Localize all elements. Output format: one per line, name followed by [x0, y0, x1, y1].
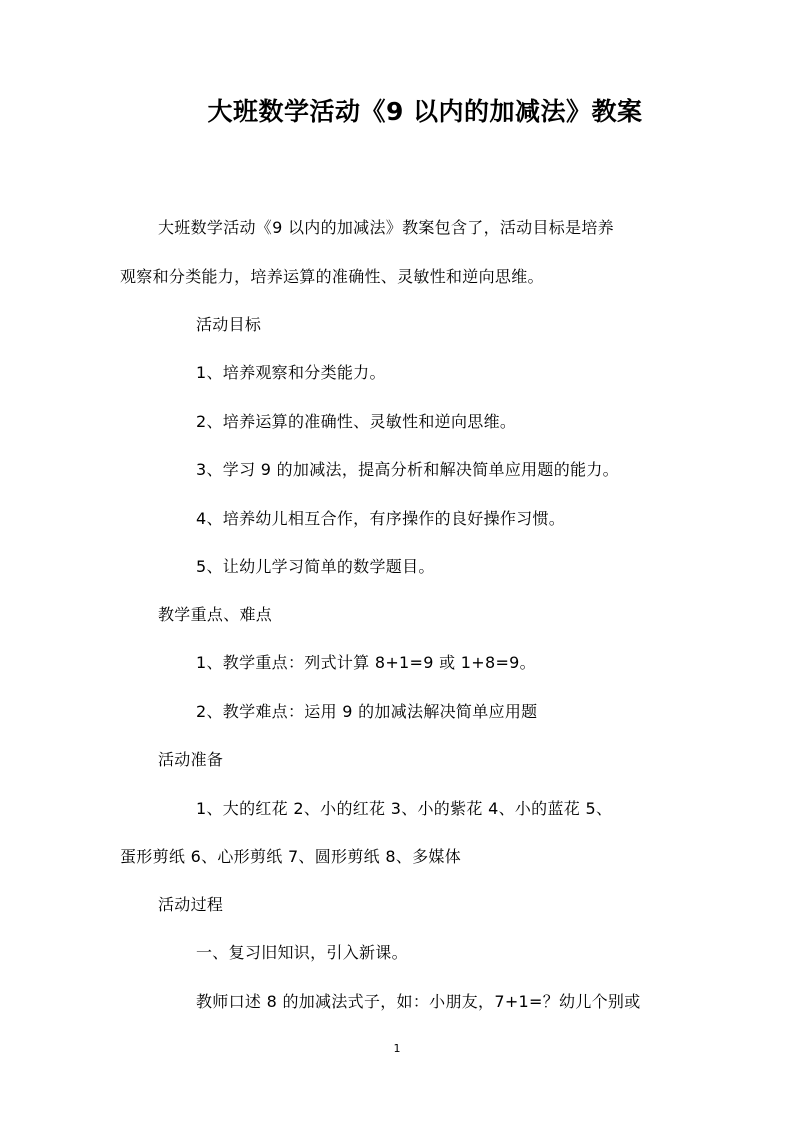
goal-item-1: 1、培养观察和分类能力。	[196, 363, 386, 382]
prep-line-1: 1、大的红花 2、小的红花 3、小的紫花 4、小的蓝花 5、	[196, 799, 613, 818]
goal-item-4: 4、培养幼儿相互合作，有序操作的良好操作习惯。	[196, 509, 566, 528]
process-text: 教师口述 8 的加减法式子，如：小朋友，7+1=？幼儿个别或	[196, 992, 641, 1011]
process-step-1: 一、复习旧知识，引入新课。	[196, 943, 408, 962]
goal-item-5: 5、让幼儿学习简单的数学题目。	[196, 557, 435, 576]
goals-heading: 活动目标	[196, 315, 262, 334]
process-heading: 活动过程	[158, 895, 224, 914]
key-point-item-2: 2、教学难点：运用 9 的加减法解决简单应用题	[196, 702, 538, 721]
prep-heading: 活动准备	[158, 750, 224, 769]
goal-item-2: 2、培养运算的准确性、灵敏性和逆向思维。	[196, 412, 517, 431]
page-number: 1	[393, 1042, 401, 1055]
document-title: 大班数学活动《9 以内的加减法》教案	[207, 97, 643, 126]
key-point-item-1: 1、教学重点：列式计算 8+1=9 或 1+8=9。	[196, 653, 536, 672]
prep-line-2: 蛋形剪纸 6、心形剪纸 7、圆形剪纸 8、多媒体	[120, 847, 461, 866]
key-points-heading: 教学重点、难点	[158, 605, 273, 624]
intro-line-1: 大班数学活动《9 以内的加减法》教案包含了，活动目标是培养	[158, 218, 614, 237]
intro-line-2: 观察和分类能力，培养运算的准确性、灵敏性和逆向思维。	[120, 267, 544, 286]
goal-item-3: 3、学习 9 的加减法，提高分析和解决简单应用题的能力。	[196, 460, 619, 479]
